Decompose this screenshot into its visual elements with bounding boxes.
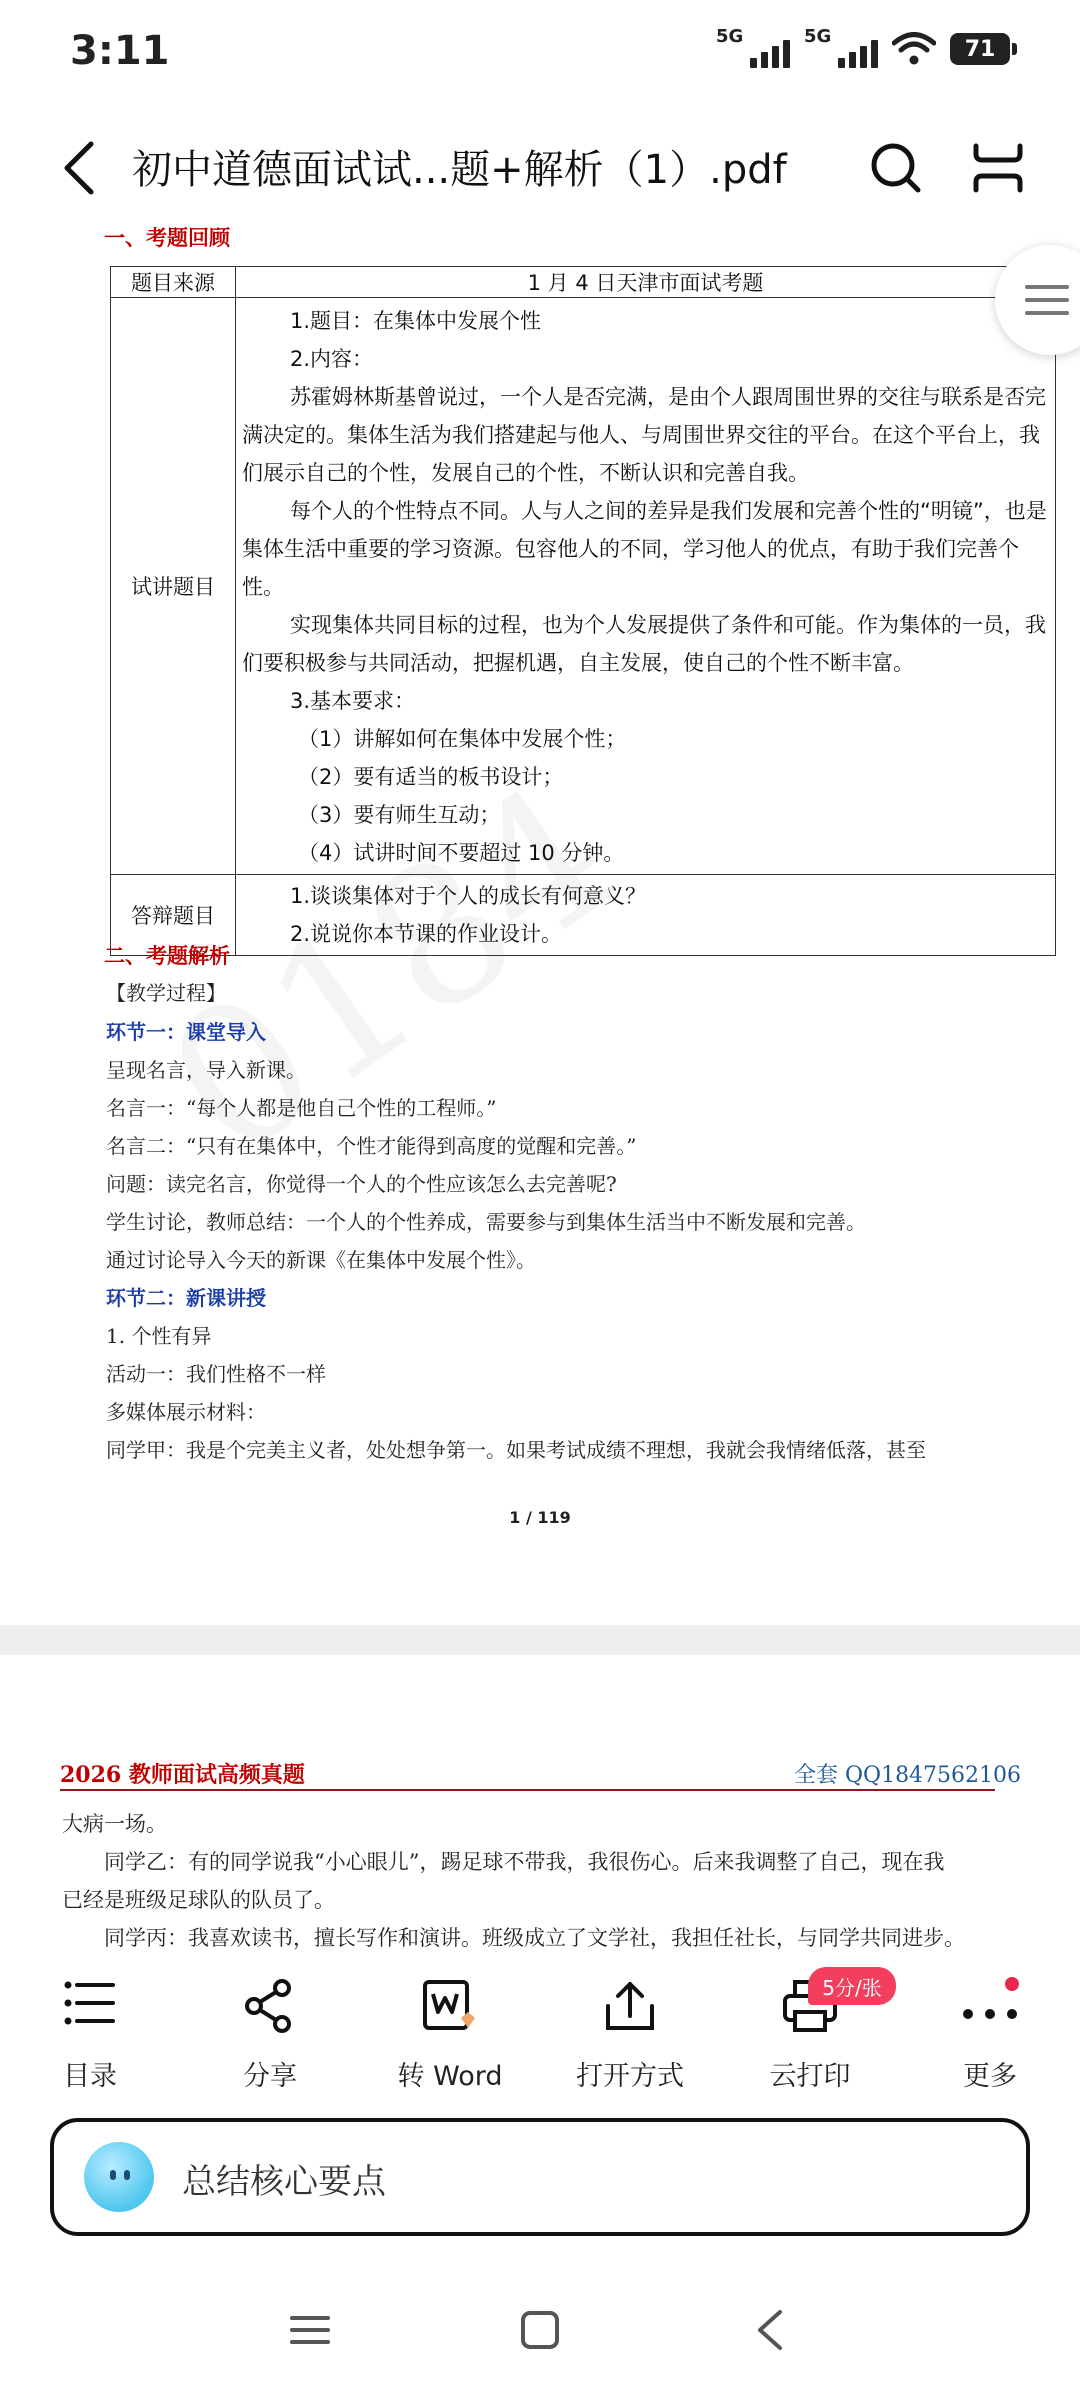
page-separator [0, 1625, 1080, 1655]
page-header-left: 2026 教师面试高频真题 [60, 1762, 305, 1788]
more-label: 更多 [963, 2061, 1017, 2092]
body-line: 大病一场。 [62, 1812, 167, 1836]
cloud-print-label: 云打印 [769, 2061, 851, 2092]
toc-button[interactable] [15, 1960, 165, 2100]
ai-assistant-icon [84, 2142, 154, 2212]
exam-table [110, 266, 1056, 956]
list-icon [63, 1978, 117, 2028]
body-line: 1. 个性有异 [106, 1324, 212, 1348]
step-1-heading: 环节一：课堂导入 [106, 1020, 266, 1044]
body-line: 同学甲：我是个完美主义者，处处想争第一。如果考试成绩不理想，我就会我情绪低落，甚至 [106, 1438, 926, 1462]
body-line: 同学丙：我喜欢读书，擅长写作和演讲。班级成立了文学社，我担任社长，与同学共同进步。 [104, 1926, 965, 1950]
body-line: 名言一：“每个人都是他自己个性的工程师。” [106, 1096, 497, 1120]
document-title: 初中道德面试试...题+解析（1）.pdf [132, 147, 787, 193]
back-nav-icon[interactable] [752, 2308, 788, 2352]
body-line: 通过讨论导入今天的新课《在集体中发展个性》。 [106, 1248, 536, 1272]
lecture-line: （1）讲解如何在集体中发展个性； [298, 727, 627, 751]
body-line: 问题：读完名言，你觉得一个人的个性应该怎么去完善呢? [106, 1172, 617, 1196]
step-2-heading: 环节二：新课讲授 [106, 1286, 266, 1310]
title-bar [0, 110, 1080, 220]
source-label: 题目来源 [111, 267, 236, 298]
open-with-label: 打开方式 [576, 2061, 684, 2092]
wifi-icon [892, 32, 936, 66]
open-with-button[interactable] [555, 1960, 705, 2100]
battery-icon: 71 [950, 33, 1010, 65]
price-badge: 5分/张 [808, 1967, 896, 2005]
body-line: 同学乙：有的同学说我“小心眼儿”，踢足球不带我，我很伤心。后来我调整了自己，现在我 [104, 1850, 945, 1874]
section-heading-1: 一、考题回顾 [104, 226, 230, 250]
more-button[interactable] [915, 1960, 1065, 2100]
recent-apps-icon[interactable] [290, 2310, 330, 2350]
lecture-content [236, 298, 1056, 875]
network-type-1: 5G [716, 26, 744, 47]
ai-summary-button[interactable] [50, 2118, 1030, 2236]
defense-label: 答辩题目 [111, 875, 236, 956]
bottom-toolbar [0, 1960, 1080, 2100]
page-header-right: 全套 QQ1847562106 [794, 1763, 1022, 1788]
lecture-line: 集体生活中重要的学习资源。包容他人的不同，学习他人的优点，有助于我们完善个性。 [242, 537, 1019, 599]
lecture-line: 1.题目：在集体中发展个性 [290, 309, 542, 333]
to-word-label: 转 Word [397, 2061, 503, 2092]
process-heading: 【教学过程】 [106, 981, 226, 1005]
open-with-icon [602, 1978, 658, 2034]
body-line: 呈现名言，导入新课。 [106, 1058, 306, 1082]
defense-line: 2.说说你本节课的作业设计。 [290, 922, 563, 946]
lecture-line: （2）要有适当的板书设计； [298, 765, 564, 789]
word-convert-icon [421, 1978, 479, 2034]
lecture-line: （3）要有师生互动； [298, 803, 501, 827]
share-icon [242, 1978, 298, 2034]
ai-summary-label: 总结核心要点 [182, 2162, 386, 2202]
search-icon[interactable] [868, 140, 924, 196]
body-line: 名言二：“只有在集体中，个性才能得到高度的觉醒和完善。” [106, 1134, 637, 1158]
header-divider [60, 1789, 995, 1791]
section-heading-2: 二、考题解析 [104, 944, 230, 968]
lecture-line: 实现集体共同目标的过程，也为个人发展提供了条件和可能。作为集体的一员，我 [290, 613, 1046, 637]
back-icon[interactable] [55, 138, 105, 198]
to-word-button[interactable] [375, 1960, 525, 2100]
lecture-line: 们展示自己的个性，发展自己的个性，不断认识和完善自我。 [242, 461, 809, 485]
pdf-page-2[interactable] [0, 1655, 1080, 1965]
home-icon[interactable] [520, 2310, 560, 2350]
pdf-page-1[interactable] [0, 220, 1080, 1630]
share-button[interactable] [195, 1960, 345, 2100]
lecture-line: 苏霍姆林斯基曾说过，一个人是否完满，是由个人跟周围世界的交往与联系是否完 [290, 385, 1046, 409]
notification-dot [1005, 1977, 1019, 1991]
lecture-line: 们要积极参与共同活动，把握机遇，自主发展，使自己的个性不断丰富。 [242, 651, 914, 675]
page-number: 1 / 119 [509, 1508, 571, 1527]
defense-content [236, 875, 1056, 956]
status-bar [0, 0, 1080, 110]
signal-2-icon [804, 26, 878, 68]
body-line: 活动一：我们性格不一样 [106, 1362, 326, 1386]
share-label: 分享 [243, 2061, 297, 2092]
body-line: 学生讨论，教师总结：一个人的个性养成，需要参与到集体生活当中不断发展和完善。 [106, 1210, 866, 1234]
defense-line: 1.谈谈集体对于个人的成长有何意义？ [290, 884, 647, 908]
body-line: 已经是班级足球队的队员了。 [62, 1888, 335, 1912]
status-time: 3:11 [70, 28, 170, 74]
lecture-line: 满决定的。集体生活为我们搭建起与他人、与周围世界交往的平台。在这个平台上，我 [242, 423, 1040, 447]
lecture-line: 3.基本要求： [290, 689, 416, 713]
lecture-line: 2.内容： [290, 347, 374, 371]
status-icons [716, 26, 1010, 68]
fullscreen-icon[interactable] [970, 140, 1026, 196]
source-value: 1 月 4 日天津市面试考题 [236, 267, 1056, 298]
lecture-line: 每个人的个性特点不同。人与人之间的差异是我们发展和完善个性的“明镜”，也是 [290, 499, 1047, 523]
body-line: 多媒体展示材料： [106, 1400, 266, 1424]
system-nav-bar [0, 2280, 1080, 2401]
lecture-line: （4）试讲时间不要超过 10 分钟。 [298, 841, 625, 865]
signal-1-icon [716, 26, 790, 68]
network-type-2: 5G [804, 26, 832, 47]
lecture-label: 试讲题目 [111, 298, 236, 875]
toc-label: 目录 [63, 2061, 117, 2092]
